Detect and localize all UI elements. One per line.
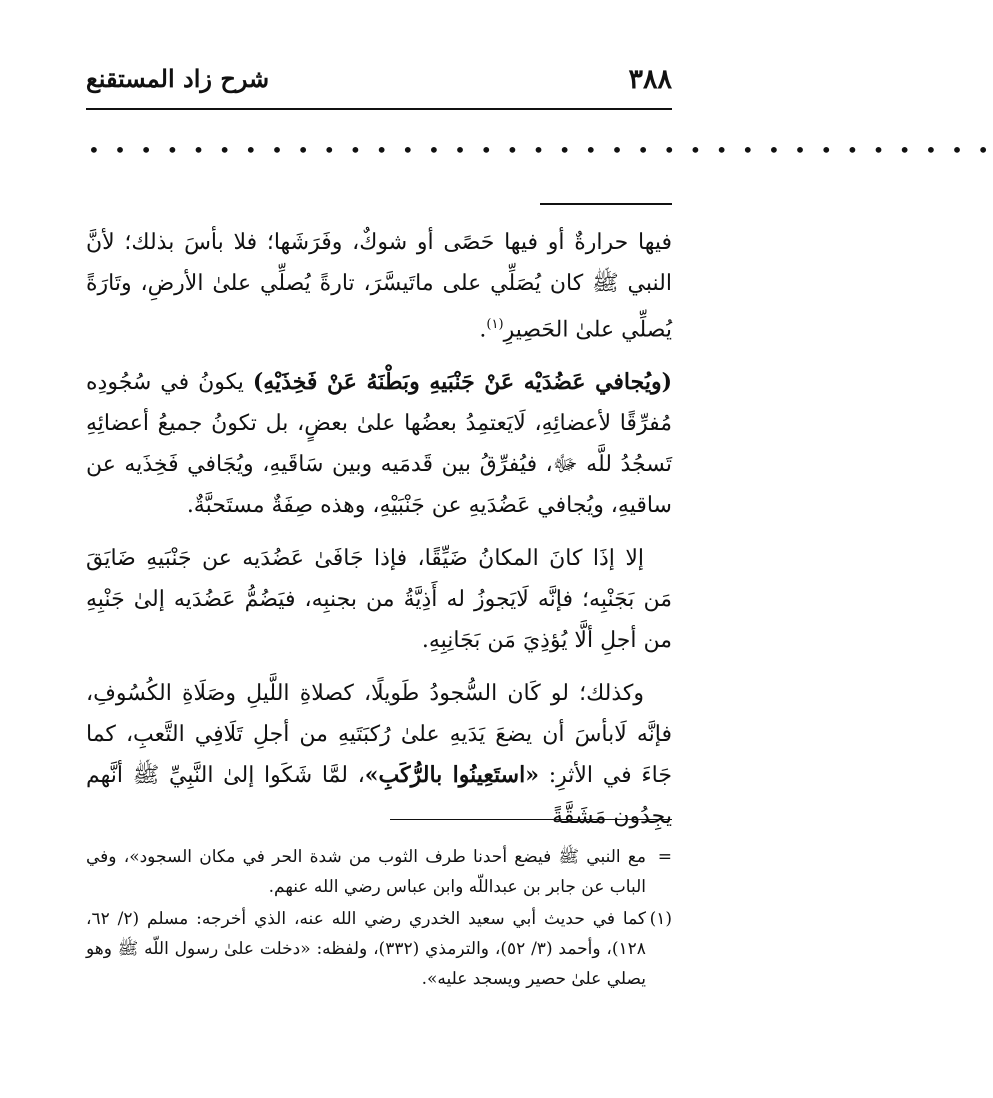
paragraph-4-text: وكذلك؛ لو كَان السُّجودُ طَويلًا، كصلاةِ اللَّيلِ وصَلَاةِ الكُسُوفِ، فإنَّه لَابأسَ أن يضعَ يَدَيهِ علىٰ رُكبَتَيهِ من أجلِ تَلَافِي التَّعبِ، كما جَاءَ في الأثرِ: — [86, 681, 672, 789]
paragraph-1-text: فيها حرارةٌ أو فيها حَصًى أو شوكٌ، وفَرَشَها؛ فلا بأسَ بذلك؛ لأنَّ النبي ﷺ كان يُصَلِّي على ماتَيسَّرَ، تارةً يُصلِّي علىٰ الأرضِ، وتَارَةً يُصلِّي علىٰ الحَصِيرِ — [86, 230, 672, 343]
paragraph-4-tail: ، لمَّا شَكَوا إلىٰ النَّبِيِّ ﷺ أنَّهم يجِدُون مَشَقَّةً — [86, 763, 672, 830]
footnote-rule — [390, 819, 672, 820]
footnote-continuation — [86, 842, 672, 902]
page-header — [86, 60, 672, 106]
footnote-text: مع النبي ﷺ فيضع أحدنا طرف الثوب من شدة الحر في مكان السجود»، وفي الباب عن جابر بن عبداللّه وابن عباس رضي الله عنهم. — [86, 847, 646, 897]
paragraph-2 — [86, 362, 672, 526]
matn-quote: (ويُجافي عَضُدَيْه عَنْ جَنْبَيهِ وبَطْنَهُ عَنْ فَخِذَيْهِ) — [252, 369, 672, 396]
section-rule — [540, 203, 672, 205]
dotted-separator: • • • • • • • • • • • • • • • • • • • • • • • • • • • • • • • • • • • — [88, 138, 993, 162]
footnote-ref-1: (١) — [486, 317, 504, 332]
paragraph-1-tail: . — [479, 317, 487, 343]
footnote-marker: = — [657, 847, 672, 867]
book-title: شرح زاد المستقنع — [86, 64, 270, 93]
hadith-quote: «استَعِينُوا بالرُّكَبِ» — [364, 762, 539, 789]
page-number: ٣٨٨ — [628, 64, 672, 95]
paragraph-4 — [86, 673, 672, 837]
paragraph-3: إلا إذَا كانَ المكانُ ضَيِّقًا، فإذا جَافَىٰ عَضُدَيه عن جَنْبَيهِ ضَايَقَ مَن بَجَنْبِه؛ فإنَّه لَايَجوزُ له أَذِيَّةُ من بجنبِه، فيَضُمُّ عَضُدَيه إلىٰ جَنْبِهِ من أجلِ ألَّا يُؤذِيَ مَن بَجَانِبِهِ. — [86, 546, 672, 654]
header-rule — [86, 108, 672, 110]
footnote-1 — [86, 904, 672, 994]
main-text — [86, 222, 672, 849]
paragraph-1 — [86, 222, 672, 350]
footnotes — [86, 842, 672, 996]
paragraph-2-text: يكونُ في سُجُودِه مُفرِّقًا لأعضائِهِ، لَايَعتمِدُ بعضُها علىٰ بعضٍ، بل تكونُ جميعُ أعضائِهِ تَسجُدُ للَّه ﷻ، فيُفرِّقُ بين قَدمَيه وبين سَاقَيهِ، ويُجَافي فَخِذَيه عن ساقيهِ، ويُجافي عَضُدَيهِ عن جَنْبَيْهِ، وهذه صِفَةٌ مستَحبَّةٌ. — [86, 370, 672, 519]
footnote-text: كما في حديث أبي سعيد الخدري رضي الله عنه، الذي أخرجه: مسلم (٢/ ٦٢، ١٢٨)، وأحمد (٣/ ٥٢)، والترمذي (٣٣٢)، ولفظه: «دخلت علىٰ رسول اللّه ﷺ وهو يصلي علىٰ حصير ويسجد عليه». — [86, 909, 646, 989]
footnote-marker: (١) — [649, 909, 672, 929]
